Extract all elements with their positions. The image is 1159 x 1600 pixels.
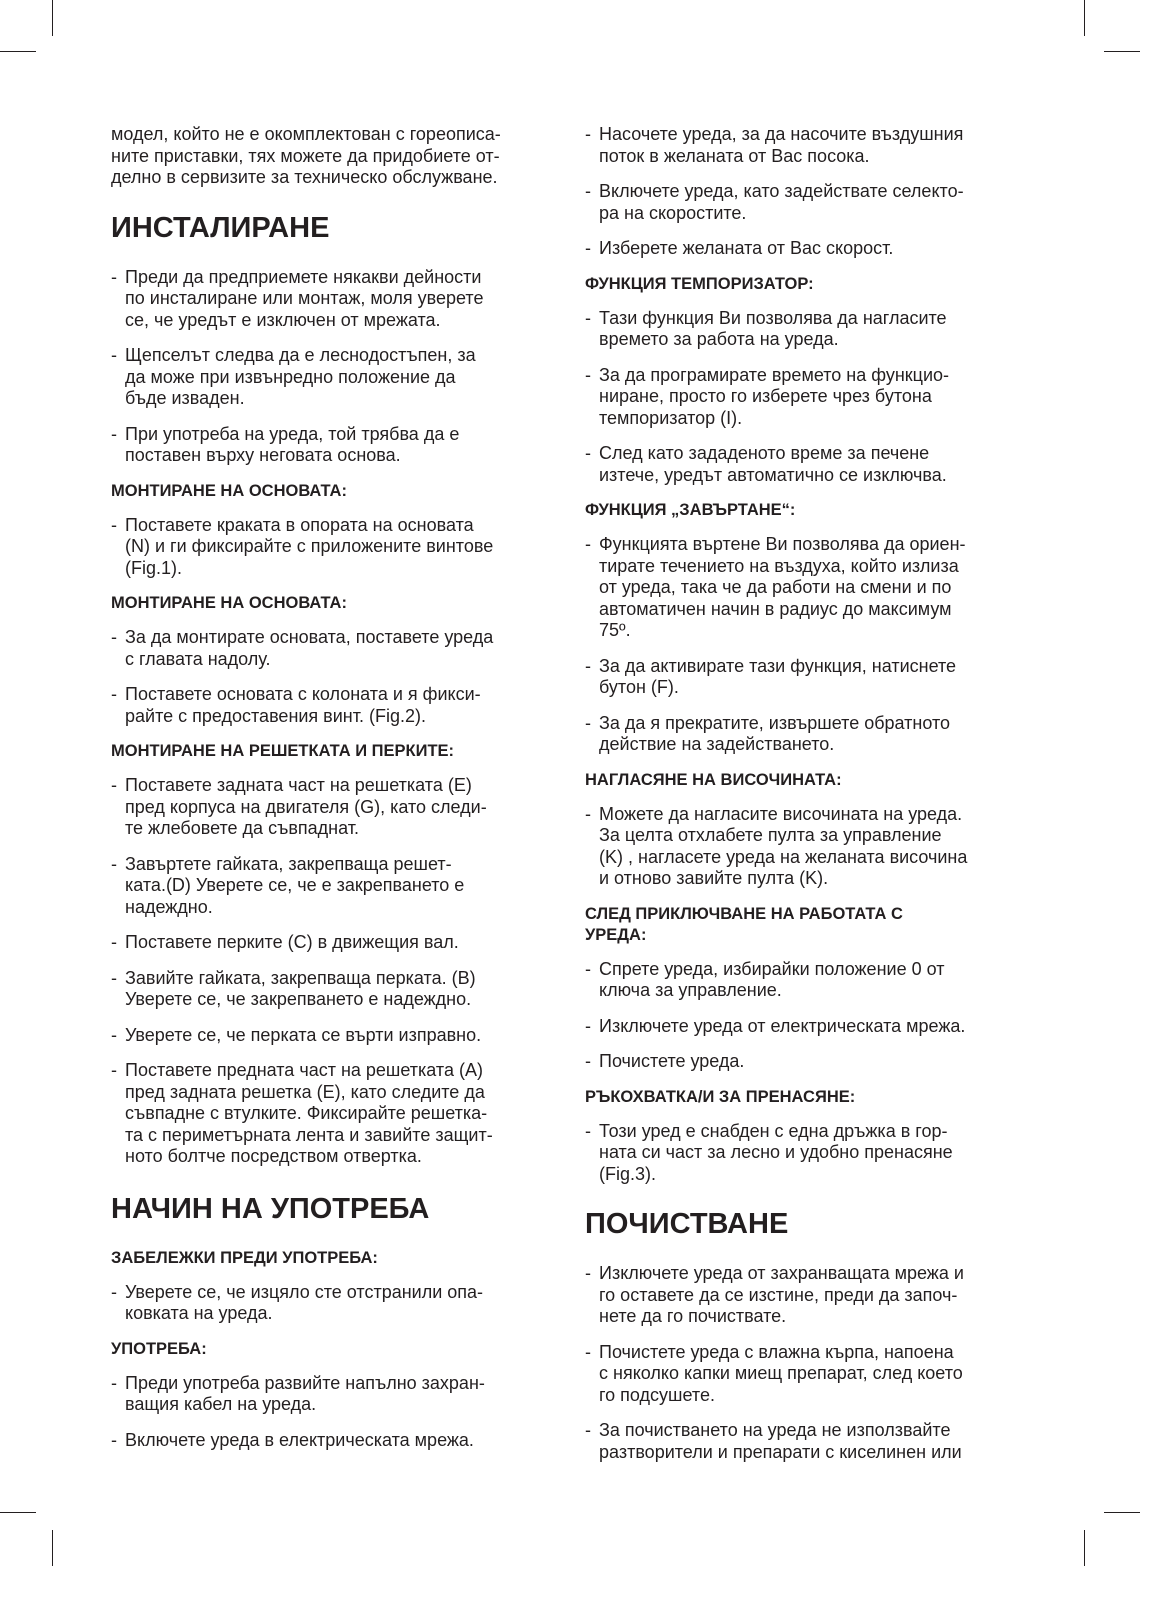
bullet-dash: - xyxy=(585,364,591,385)
list-item xyxy=(111,968,558,1011)
section-title-usage: НАЧИН НА УПОТРЕБА xyxy=(111,1192,430,1225)
crop-mark-top-left-v xyxy=(52,0,53,36)
bullet-dash: - xyxy=(111,514,117,535)
bullet-dash: - xyxy=(585,655,591,676)
list-item-text: Изключете уреда от електрическата мрежа. xyxy=(599,1015,966,1036)
list-item-text: Включете уреда в електрическата мрежа. xyxy=(125,1429,474,1450)
timer-list xyxy=(585,308,1035,487)
bullet-dash: - xyxy=(585,443,591,463)
list-item-text: Щепселът следва да е леснодостъпен, за да може при извънредно положение да бъде изваден. xyxy=(125,345,476,408)
list-item-text: Преди употреба развийте напълно захран- ващия кабел на уреда. xyxy=(125,1372,485,1414)
bullet-dash: - xyxy=(585,1015,591,1036)
bullet-dash: - xyxy=(585,958,591,979)
list-item-text: Този уред е снабден с една дръжка в гор- ната си част за лесно и удобно пренасяне (Fig.3). xyxy=(599,1120,953,1184)
list-item-text: За да я прекратите, извършете обратното действие на задействането. xyxy=(599,712,951,754)
bullet-dash: - xyxy=(585,238,591,258)
list-item-text: Включете уреда, като задействате селекто- ра на скоростите. xyxy=(599,181,964,223)
base-mount-list xyxy=(111,515,558,580)
list-item-text: Насочете уреда, за да насочите въздушния поток в желаната от Вас посока. xyxy=(599,124,964,166)
subsection-title-height: НАГЛАСЯНЕ НА ВИСОЧИНАТА: xyxy=(585,770,842,789)
intro-paragraph: модел, който не е окомплектован с гореописа- ните приставки, тях можете да придобиете от- делно в сервизите за техническо обслужване. xyxy=(111,124,501,187)
subsection-title-handle: РЪКОХВАТКА/И ЗА ПРЕНАСЯНЕ: xyxy=(585,1087,856,1106)
list-item xyxy=(111,424,558,467)
list-item xyxy=(111,775,558,840)
list-item-text: Тази функция Ви позволява да нагласите времето за работа на уреда. xyxy=(599,307,947,349)
bullet-dash: - xyxy=(111,1024,117,1045)
bullet-dash: - xyxy=(585,1341,591,1362)
list-item-text: Почистете уреда. xyxy=(599,1051,745,1071)
left-column xyxy=(111,124,558,1465)
section-title-installation: ИНСТАЛИРАНЕ xyxy=(111,211,330,244)
list-item-text: За почистването на уреда не използвайте разтворители и препарати с киселинен или xyxy=(599,1420,962,1462)
list-item-text: Функцията въртене Ви позволява да ориен- тирате течението на въздуха, който излиза от уреда, така че да работи на смени и по автоматичен начин в радиус до максимум 75º. xyxy=(599,534,966,640)
bullet-dash: - xyxy=(585,1120,591,1141)
list-item xyxy=(585,1342,1035,1407)
list-item-text: За да активирате тази функция, натиснете бутон (F). xyxy=(599,655,957,697)
list-item xyxy=(111,854,558,919)
bullet-dash: - xyxy=(111,932,117,952)
subsection-title-use: УПОТРЕБА: xyxy=(111,1339,207,1358)
list-item-text: Уверете се, че перката се върти изправно. xyxy=(125,1024,482,1045)
list-item-text: Изберете желаната от Вас скорост. xyxy=(599,238,894,258)
list-item xyxy=(585,238,1035,260)
bullet-dash: - xyxy=(111,266,117,287)
list-item-text: Поставете перките (C) в движещия вал. xyxy=(125,932,459,952)
installation-list xyxy=(111,267,558,467)
list-item-text: Спрете уреда, избирайки положение 0 от ключа за управление. xyxy=(599,958,945,1000)
list-item-text: За да програмирате времето на функцио- ниране, просто го изберете чрез бутона темпоризатор (I). xyxy=(599,364,950,428)
bullet-dash: - xyxy=(111,1429,117,1450)
after-use-list xyxy=(585,959,1035,1073)
crop-mark-top-right-h xyxy=(1104,51,1140,52)
list-item-text: При употреба на уреда, той трябва да е поставен върху неговата основа. xyxy=(125,423,460,465)
bullet-dash: - xyxy=(111,423,117,444)
list-item xyxy=(111,684,558,727)
bullet-dash: - xyxy=(111,853,117,874)
subsection-title-base-mount-2: МОНТИРАНЕ НА ОСНОВАТА: xyxy=(111,594,347,612)
list-item xyxy=(111,345,558,410)
list-item xyxy=(111,932,558,954)
cleaning-list xyxy=(585,1263,1035,1463)
list-item xyxy=(111,1430,558,1452)
list-item-text: Поставете предната част на решетката (A) пред задната решетка (E), като следите да съвпадне с втулките. Фиксирайте решетка- та с периметърната лента и завийте защит- ното болтче посредством отвертка. xyxy=(125,1060,493,1166)
list-item-text: Преди да предприемете някакви дейности по инсталиране или монтаж, моля уверете се, че уредът е изключен от мрежата. xyxy=(125,266,484,330)
subsection-title-base-mount: МОНТИРАНЕ НА ОСНОВАТА: xyxy=(111,481,347,500)
bullet-dash: - xyxy=(111,345,117,365)
crop-mark-bottom-right-h xyxy=(1104,1512,1140,1513)
bullet-dash: - xyxy=(111,775,117,795)
list-item-text: За да монтирате основата, поставете уреда с главата надолу. xyxy=(125,627,494,669)
crop-mark-bottom-left-h xyxy=(0,1512,36,1513)
list-item xyxy=(111,515,558,580)
list-item xyxy=(111,1025,558,1047)
bullet-dash: - xyxy=(585,712,591,733)
list-item xyxy=(585,1263,1035,1328)
list-item xyxy=(111,627,558,670)
subsection-title-after-use: СЛЕД ПРИКЛЮЧВАНЕ НА РАБОТАТА С УРЕДА: xyxy=(585,904,903,944)
list-item xyxy=(585,656,1035,699)
list-item xyxy=(585,365,1035,430)
list-item xyxy=(585,1016,1035,1038)
subsection-title-notes-before-use: ЗАБЕЛЕЖКИ ПРЕДИ УПОТРЕБА: xyxy=(111,1248,378,1267)
use-continued-list xyxy=(585,124,1035,260)
rotation-list xyxy=(585,534,1035,756)
list-item-text: Поставете краката в опората на основата (N) и ги фиксирайте с приложените винтове (Fig.1). xyxy=(125,514,494,578)
bullet-dash: - xyxy=(585,181,591,201)
bullet-dash: - xyxy=(585,534,591,554)
crop-mark-top-left-h xyxy=(0,51,36,52)
list-item-text: Завийте гайката, закрепваща перката. (B) Уверете се, че закрепването е надеждно. xyxy=(125,967,476,1009)
crop-mark-bottom-right-v xyxy=(1084,1530,1085,1566)
list-item-text: Поставете задната част на решетката (E) пред корпуса на двигателя (G), като следи- те жлебовете да съвпаднат. xyxy=(125,775,487,838)
list-item xyxy=(585,124,1035,167)
bullet-dash: - xyxy=(111,627,117,647)
bullet-dash: - xyxy=(111,1060,117,1080)
list-item xyxy=(111,1060,558,1168)
list-item xyxy=(585,534,1035,642)
notes-before-use-list xyxy=(111,1282,558,1325)
section-title-cleaning: ПОЧИСТВАНЕ xyxy=(585,1208,789,1240)
bullet-dash: - xyxy=(111,1372,117,1393)
list-item-text: Поставете основата с колоната и я фикси- райте с предоставения винт. (Fig.2). xyxy=(125,684,481,726)
height-list xyxy=(585,804,1035,890)
list-item-text: Почистете уреда с влажна кърпа, напоена с няколко капки миещ препарат, след което го подсушете. xyxy=(599,1341,963,1405)
subsection-title-grille-mount: МОНТИРАНЕ НА РЕШЕТКАТА И ПЕРКИТЕ: xyxy=(111,742,455,760)
crop-mark-bottom-left-v xyxy=(52,1530,53,1566)
list-item xyxy=(585,713,1035,756)
bullet-dash: - xyxy=(585,1263,591,1283)
subsection-title-rotation: ФУНКЦИЯ „ЗАВЪРТАНЕ“: xyxy=(585,501,796,519)
use-list xyxy=(111,1373,558,1452)
list-item xyxy=(585,1420,1035,1463)
bullet-dash: - xyxy=(585,1051,591,1071)
subsection-title-timer: ФУНКЦИЯ ТЕМПОРИЗАТОР: xyxy=(585,274,814,293)
grille-mount-list xyxy=(111,775,558,1168)
list-item xyxy=(585,181,1035,224)
bullet-dash: - xyxy=(585,307,591,328)
list-item xyxy=(585,959,1035,1002)
list-item xyxy=(111,1373,558,1416)
bullet-dash: - xyxy=(111,684,117,704)
list-item xyxy=(585,1051,1035,1073)
right-column xyxy=(585,124,1035,1477)
base-mount-list-2 xyxy=(111,627,558,727)
list-item xyxy=(585,308,1035,351)
bullet-dash: - xyxy=(111,1281,117,1302)
list-item-text: Завъртете гайката, закрепваща решет- ката.(D) Уверете се, че е закрепването е надеждно. xyxy=(125,853,465,917)
list-item-text: След като зададеното време за печене изтече, уредът автоматично се изключва. xyxy=(599,443,947,485)
bullet-dash: - xyxy=(111,967,117,988)
list-item-text: Можете да нагласите височината на уреда. За целта отхлабете пулта за управление (K) , нагласете уреда на желаната височина и отново завийте пулта (K). xyxy=(599,803,968,888)
list-item xyxy=(585,1121,1035,1186)
bullet-dash: - xyxy=(585,124,591,144)
bullet-dash: - xyxy=(585,1420,591,1440)
list-item xyxy=(111,267,558,332)
list-item-text: Уверете се, че изцяло сте отстранили опа- ковката на уреда. xyxy=(125,1281,484,1323)
bullet-dash: - xyxy=(585,803,591,824)
list-item xyxy=(585,443,1035,486)
list-item-text: Изключете уреда от захранващата мрежа и го оставете да се изстине, преди да започ- нете да го почиствате. xyxy=(599,1263,964,1326)
list-item xyxy=(111,1282,558,1325)
handle-list xyxy=(585,1121,1035,1186)
list-item xyxy=(585,804,1035,890)
crop-mark-top-right-v xyxy=(1084,0,1085,36)
